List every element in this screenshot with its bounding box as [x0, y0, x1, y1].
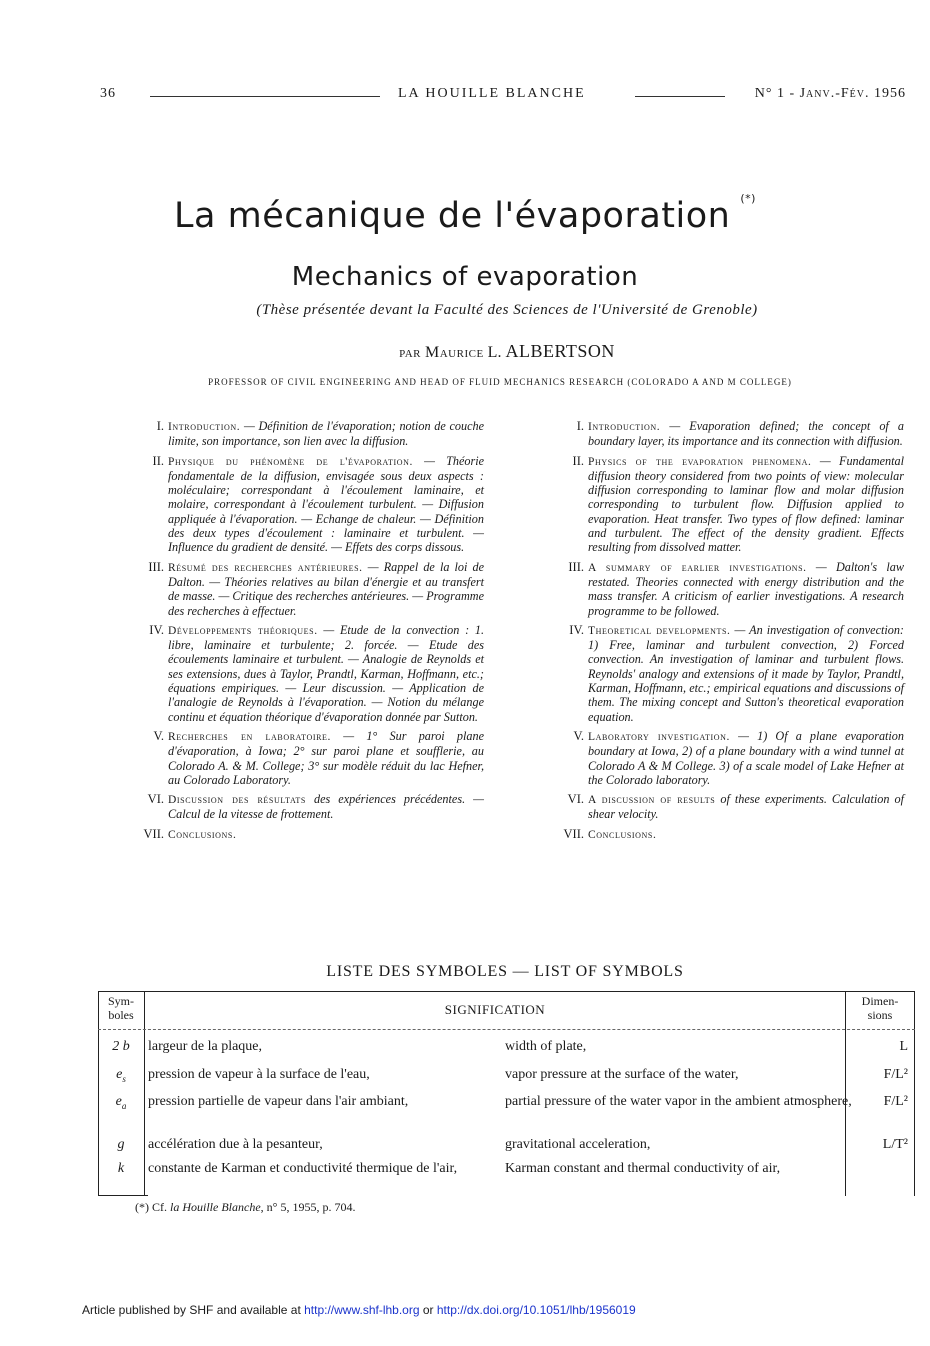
- en-cell: Karman constant and thermal conductivity of air,: [505, 1161, 781, 1176]
- toc-item-heading: Discussion des résultats: [168, 794, 306, 807]
- thesis-note: (Thèse présentée devant la Faculté des Sciences de l'Université de Grenoble): [256, 302, 758, 318]
- toc-item-number: VII.: [143, 826, 164, 841]
- toc-item-number: VI.: [567, 792, 584, 807]
- toc-item-heading: Développements théoriques.: [168, 624, 318, 637]
- toc-item-number: III.: [148, 559, 164, 574]
- header-rule-right: [635, 96, 725, 97]
- toc-item-text: des expériences précédentes. — Calcul de la vitesse de frottement.: [168, 792, 484, 822]
- fr-cell: accélération due à la pesanteur,: [148, 1137, 323, 1152]
- toc-item: [142, 454, 484, 555]
- toc-item-text: — Etude de la convection : 1. libre, laminaire et turbulente; 2. forcée. — Etude des écoulements laminaire et turbulent. — Analogie de Reynolds et ses extensions, dues à Taylor, Prandtl, Karman, Hoffmann, etc.; équations empiriques. — Leur discussion. — Application de l'analogie de Reynolds à l'évaporation. — Notion du mélange continu et équation théorique d'évaporation donnée par Sutton.: [168, 622, 484, 724]
- toc-item-text: — Dalton's law restated. Theories connected with energy distribution and the mass transfer. A criticism of earlier investigations. A research programme to be followed.: [588, 559, 904, 618]
- symbol-cell: 2 b: [112, 1039, 130, 1054]
- col-header-symbols: Sym- boles: [107, 994, 134, 1022]
- toc-item-number: VI.: [147, 792, 164, 807]
- toc-item: [562, 419, 904, 449]
- toc-item-text: — Evaporation defined; the concept of a boundary layer, its importance and its connection with diffusion.: [588, 419, 904, 449]
- dim-cell: F/L²: [883, 1094, 908, 1109]
- en-cell: vapor pressure at the surface of the water,: [505, 1067, 739, 1082]
- symbols-title: LISTE DES SYMBOLES — LIST OF SYMBOLS: [326, 963, 684, 980]
- toc-item-heading: Physics of the evaporation phenomena.: [588, 455, 812, 468]
- author-initial: L.: [487, 344, 502, 361]
- toc-item: [142, 623, 484, 724]
- title-footnote-mark: (*): [740, 192, 756, 205]
- footnote-journal: la Houille Blanche: [170, 1200, 261, 1214]
- toc-item: [142, 729, 484, 787]
- running-header: [100, 86, 906, 106]
- article-subtitle: Mechanics of evaporation: [291, 262, 639, 292]
- toc-item: [562, 827, 904, 842]
- toc-item: [562, 729, 904, 787]
- en-cell: width of plate,: [505, 1039, 587, 1054]
- author-par: par: [399, 344, 421, 361]
- author-first: Maurice: [425, 344, 484, 361]
- toc-item-number: V.: [153, 728, 164, 743]
- toc-item-number: II.: [572, 453, 584, 468]
- toc-item-number: VII.: [563, 826, 584, 841]
- shf-link[interactable]: http://www.shf-lhb.org: [304, 1303, 420, 1317]
- toc-item: [142, 419, 484, 449]
- toc-item-text: — Fundamental diffusion theory considered from two points of view: molecular diffusion corresponding to laminar flow and molar diffusion corresponding to turbulent flow. Diffusion applied to evaporation. Heat transfer. Two types of flow defined: laminar and turbulent. The effect of the density gradient. Effects resulting from dissolved matter.: [588, 453, 904, 555]
- doi-link[interactable]: http://dx.doi.org/10.1051/lhb/1956019: [436, 1303, 636, 1317]
- symbols-table: [98, 991, 915, 1196]
- symbol-cell: g: [117, 1137, 125, 1152]
- header-rule-left: [150, 96, 380, 97]
- symbol-cell: $e_s$: [116, 1067, 126, 1084]
- page-number: 36: [100, 86, 116, 101]
- fr-cell: pression partielle de vapeur dans l'air ambiant,: [148, 1094, 409, 1109]
- toc-item-heading: Conclusions.: [168, 828, 237, 841]
- toc-item-text: — Définition de l'évaporation; notion de couche limite, son importance, son lien avec la diffusion.: [168, 419, 484, 449]
- footnote-mark: (*): [135, 1200, 149, 1214]
- toc-item: [142, 792, 484, 822]
- dim-cell: F/L²: [883, 1067, 908, 1082]
- toc-item: [142, 827, 484, 842]
- toc-item-heading: Physique du phénomène de l'évaporation.: [168, 455, 414, 468]
- table-header-rule: [98, 1029, 915, 1030]
- footnote-cf: Cf.: [152, 1200, 167, 1214]
- toc-item-number: I.: [156, 419, 164, 433]
- dim-cell: L/T²: [882, 1137, 908, 1152]
- toc-item-heading: Résumé des recherches antérieures.: [168, 561, 363, 574]
- toc-item-number: V.: [573, 728, 584, 743]
- table-col-rule: [144, 991, 145, 1196]
- fr-cell: largeur de la plaque,: [148, 1039, 263, 1054]
- toc-item-text: — 1° Sur paroi plane d'évaporation, à Iowa; 2° sur paroi plane et soufflerie, au Colorado A. & M. College; 3° sur modèle réduit du lac Hefner, au Colorado Laboratory.: [168, 728, 484, 787]
- toc-item-text: — 1) Of a plane evaporation boundary at Iowa, 2) of a plane boundary with a wind tunnel at Colorado A & M College. 3) of a scale model of Lake Hefner at the Colorado laboratory.: [588, 728, 904, 787]
- toc-item-number: I.: [576, 419, 584, 433]
- footnote: [135, 1200, 355, 1215]
- credit-or: or: [419, 1303, 437, 1317]
- table-bottom-rule: [98, 1195, 148, 1196]
- toc-item-heading: A summary of earlier investigations.: [588, 561, 807, 574]
- toc-item-heading: Laboratory investigation.: [588, 730, 731, 743]
- table-col-rule: [914, 991, 915, 1196]
- symbol-cell: $e_a$: [115, 1094, 127, 1111]
- article-title: [0, 192, 930, 236]
- en-cell: gravitational acceleration,: [505, 1137, 651, 1152]
- toc-item-heading: Theoretical developments.: [588, 624, 731, 637]
- symbol-cell: k: [117, 1161, 125, 1176]
- toc-item-text: — Rappel de la loi de Dalton. — Théories relatives au bilan d'énergie et au transfert de masse. — Critique des recherches antérieures. — Programme des recherches à effectuer.: [168, 559, 485, 618]
- toc-item: [562, 454, 904, 555]
- toc-item: [142, 560, 484, 618]
- toc-item-number: II.: [152, 453, 164, 468]
- toc-item-number: IV.: [569, 622, 584, 637]
- issue-info: N° 1 - Janv.-Fév. 1956: [754, 86, 906, 101]
- toc-french: [142, 419, 484, 847]
- toc-english: [562, 419, 904, 847]
- toc-item-text: of these experiments. Calculation of shear velocity.: [588, 792, 904, 822]
- toc-item-heading: Recherches en laboratoire.: [168, 730, 332, 743]
- author-last: ALBERTSON: [505, 341, 615, 361]
- toc-item-heading: A discussion of results: [588, 794, 716, 807]
- author-line: [0, 341, 930, 362]
- toc-item-number: III.: [568, 559, 584, 574]
- col-header-dimensions: Dimen- sions: [861, 994, 899, 1022]
- title-text: La mécanique de l'évaporation: [174, 196, 731, 236]
- author-affiliation: PROFESSOR OF CIVIL ENGINEERING AND HEAD OF FLUID MECHANICS RESEARCH (COLORADO A AND M COLLEGE): [208, 377, 792, 387]
- credit-prefix: Article published by SHF and available at: [82, 1303, 305, 1317]
- journal-name: LA HOUILLE BLANCHE: [398, 86, 586, 101]
- toc-item: [562, 623, 904, 724]
- toc-item-heading: Introduction.: [168, 421, 241, 433]
- col-header-signification: SIGNIFICATION: [444, 1002, 546, 1017]
- table-top-rule: [98, 991, 915, 992]
- footnote-rest: , n° 5, 1955, p. 704.: [260, 1200, 356, 1214]
- fr-cell: constante de Karman et conductivité thermique de l'air,: [148, 1161, 458, 1176]
- toc-item-text: — Théorie fondamentale de la diffusion, envisagée sous deux aspects : moléculaire; correspondant à l'écoulement laminaire, et molaire, correspondant à l'écoulement turbulent. — Diffusion appliquée à l'évaporation. — Echange de chaleur. — Définition des deux types d'écoulement : laminaire et turbulent. — Influence du gradient de densité. — Effets des corps dissous.: [168, 453, 485, 555]
- toc-item-number: IV.: [149, 622, 164, 637]
- toc-item-text: — An investigation of convection: 1) Free, laminar and turbulent convection, 2) Forced convection. An investigation of laminar and turbulent flows. Reynolds' analogy and extensions of it made by Taylor, Prandtl, Karman, Hoffmann, etc.; empirical equations and discussions of them. The mixing concept and Sutton's theoretical evaporation equation.: [588, 622, 904, 724]
- article-credit: [82, 1303, 636, 1317]
- dim-cell: L: [899, 1039, 908, 1054]
- toc-item-heading: Conclusions.: [588, 828, 657, 841]
- fr-cell: pression de vapeur à la surface de l'eau,: [148, 1067, 370, 1082]
- en-cell: partial pressure of the water vapor in the ambient atmosphere,: [505, 1094, 852, 1109]
- toc-item-heading: Introduction.: [588, 421, 661, 433]
- toc-item: [562, 560, 904, 618]
- toc-item: [562, 792, 904, 822]
